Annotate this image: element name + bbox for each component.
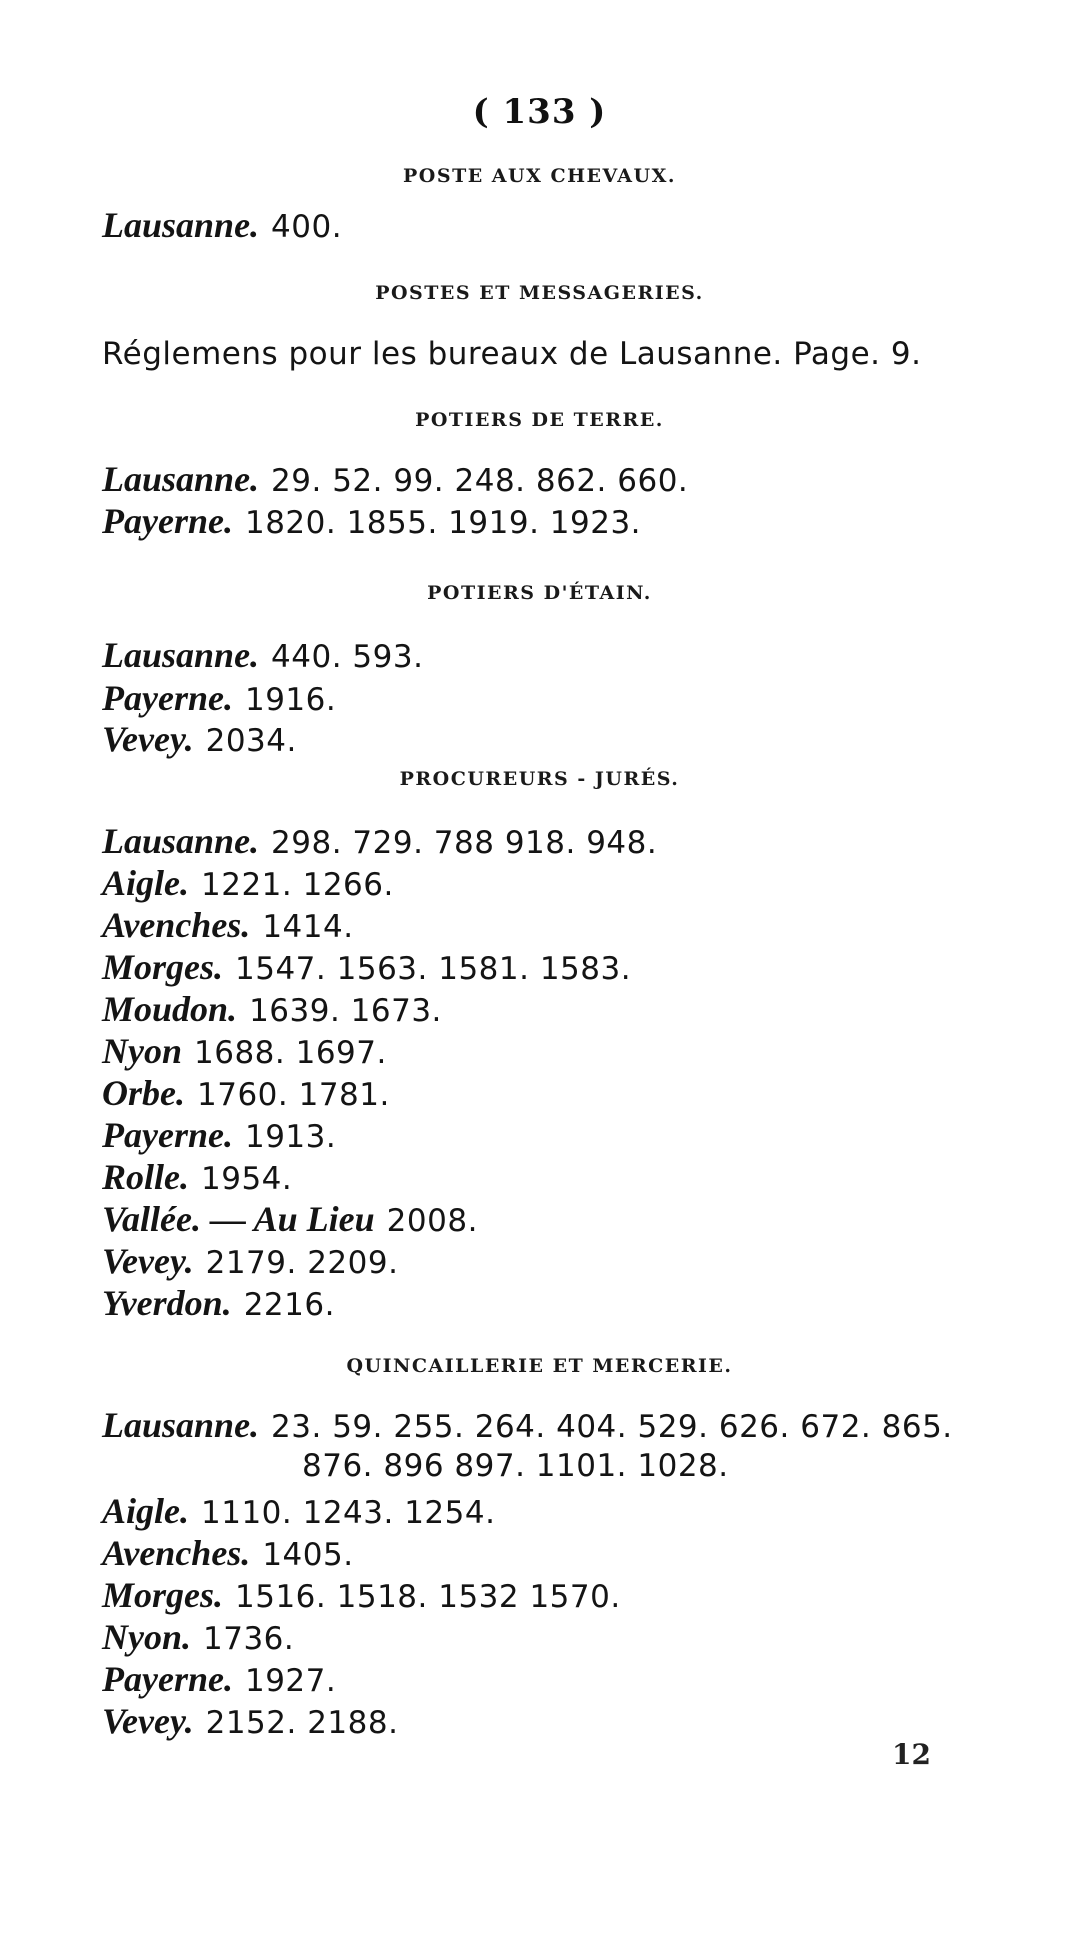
reference-numbers: 1916. <box>244 682 337 718</box>
list-item <box>102 1700 398 1742</box>
place-name: Yverdon. <box>102 1283 232 1323</box>
page-number: ( 133 ) <box>472 92 607 132</box>
reference-numbers: 440. 593. <box>271 639 424 675</box>
place-name: Payerne. <box>102 501 233 541</box>
place-name: Vevey. <box>102 719 194 759</box>
list-item <box>102 1616 294 1658</box>
reference-numbers: 1954. <box>201 1161 293 1197</box>
reference-numbers: 1221. 1266. <box>201 867 394 903</box>
reference-numbers: 1516. 1518. 1532 1570. <box>235 1579 621 1615</box>
place-name: Vallée. — Au Lieu <box>102 1199 375 1239</box>
reference-numbers: 2179. 2209. <box>205 1245 399 1281</box>
reference-numbers: 1820. 1855. 1919. 1923. <box>244 505 642 541</box>
reference-numbers: 1547. 1563. 1581. 1583. <box>235 951 632 987</box>
section-heading: POTIERS DE TERRE. <box>415 409 664 431</box>
list-item <box>102 820 657 862</box>
reference-numbers: 1927. <box>244 1663 337 1699</box>
list-item <box>102 862 394 904</box>
place-name: Lausanne. <box>102 635 260 675</box>
reference-numbers: 1688. 1697. <box>194 1035 387 1071</box>
list-item <box>102 1404 953 1446</box>
place-name: Rolle. <box>102 1157 189 1197</box>
reference-numbers: 1639. 1673. <box>249 993 442 1029</box>
reference-numbers-continuation: 876. 896 897. 1101. 1028. <box>302 1448 729 1484</box>
place-name: Lausanne. <box>102 821 260 861</box>
place-name: Payerne. <box>102 678 233 718</box>
list-item <box>102 458 688 500</box>
section-heading: QUINCAILLERIE ET MERCERIE. <box>346 1355 733 1377</box>
reference-numbers: 1736. <box>203 1621 295 1657</box>
place-name: Lausanne. <box>102 205 260 245</box>
list-item <box>102 946 631 988</box>
place-name: Aigle. <box>102 1491 189 1531</box>
reference-numbers: 1110. 1243. 1254. <box>201 1495 496 1531</box>
section-text: Réglemens pour les bureaux de Lausanne. Page. 9. <box>102 336 922 372</box>
reference-numbers: 1760. 1781. <box>197 1077 390 1113</box>
reference-numbers: 400. <box>271 209 343 245</box>
list-item <box>102 904 354 946</box>
reference-numbers: 1405. <box>262 1537 354 1573</box>
section-heading: PROCUREURS - JURÉS. <box>399 768 680 790</box>
list-item <box>102 204 342 246</box>
list-item <box>102 1114 336 1156</box>
place-name: Orbe. <box>102 1073 185 1113</box>
list-item <box>102 634 423 676</box>
list-item <box>102 1072 390 1114</box>
list-item <box>102 1658 336 1700</box>
signature-mark: 12 <box>892 1738 931 1771</box>
place-name: Morges. <box>102 1575 224 1615</box>
place-name: Vevey. <box>102 1241 194 1281</box>
place-name: Payerne. <box>102 1115 233 1155</box>
place-name: Nyon. <box>102 1617 191 1657</box>
list-item <box>102 1490 495 1532</box>
list-item <box>102 1574 621 1616</box>
place-name: Morges. <box>102 947 224 987</box>
list-item <box>102 718 297 760</box>
reference-numbers: 2008. <box>386 1203 478 1239</box>
place-name: Avenches. <box>102 1533 251 1573</box>
reference-numbers: 1913. <box>244 1119 337 1155</box>
list-item <box>102 1198 478 1240</box>
place-name: Lausanne. <box>102 1405 260 1445</box>
list-item <box>102 1030 387 1072</box>
list-item <box>102 1156 292 1198</box>
reference-numbers: 2034. <box>205 723 297 759</box>
section-heading: POSTES ET MESSAGERIES. <box>375 282 704 304</box>
reference-numbers: 23. 59. 255. 264. 404. 529. 626. 672. 865. <box>271 1409 953 1445</box>
reference-numbers: 2152. 2188. <box>205 1705 399 1741</box>
place-name: Moudon. <box>102 989 238 1029</box>
list-item <box>102 1532 354 1574</box>
section-heading: POSTE AUX CHEVAUX. <box>403 165 676 187</box>
place-name: Aigle. <box>102 863 189 903</box>
list-item <box>102 500 641 542</box>
reference-numbers: 2216. <box>243 1287 335 1323</box>
reference-numbers: 298. 729. 788 918. 948. <box>271 825 658 861</box>
list-item <box>102 1282 335 1324</box>
reference-numbers: 29. 52. 99. 248. 862. 660. <box>271 463 689 499</box>
place-name: Avenches. <box>102 905 251 945</box>
place-name: Payerne. <box>102 1659 233 1699</box>
reference-numbers: 1414. <box>262 909 354 945</box>
place-name: Vevey. <box>102 1701 194 1741</box>
list-item <box>102 988 442 1030</box>
section-heading: POTIERS D'ÉTAIN. <box>427 582 652 604</box>
place-name: Lausanne. <box>102 459 260 499</box>
list-item <box>102 677 336 719</box>
place-name: Nyon <box>102 1031 182 1071</box>
list-item <box>102 1240 398 1282</box>
